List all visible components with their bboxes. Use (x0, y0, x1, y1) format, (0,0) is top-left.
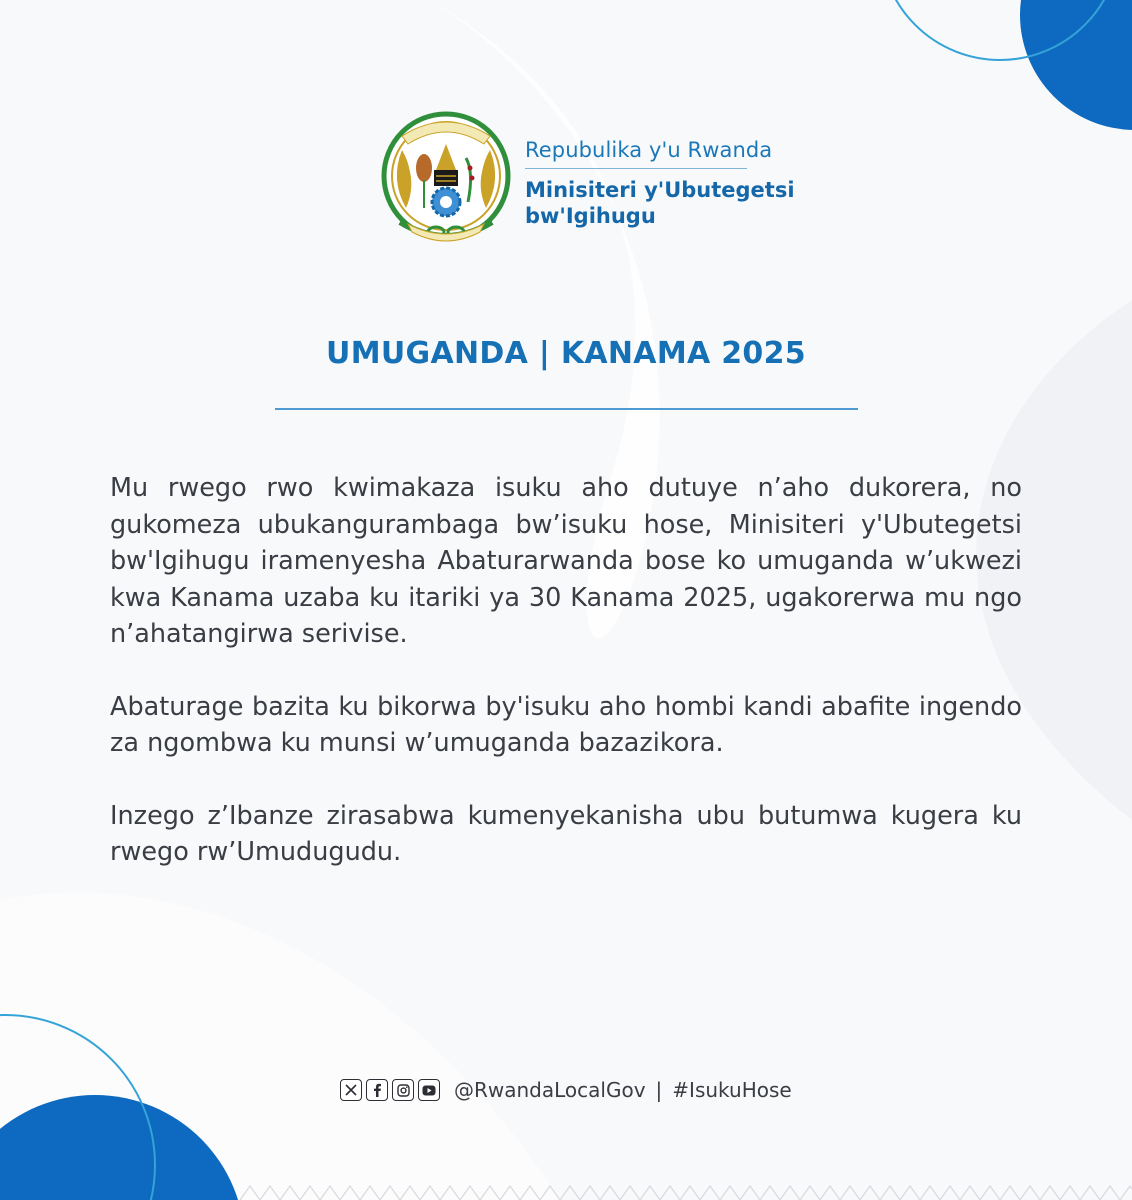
social-handle[interactable]: @RwandaLocalGov (454, 1078, 646, 1102)
footer-separator: | (655, 1078, 663, 1102)
announcement-title: UMUGANDA | KANAMA 2025 (326, 336, 806, 371)
title-divider (275, 408, 858, 410)
body-paragraph-1: Mu rwego rwo kwimakaza isuku aho dutuye n’aho dukorera, no gukomeza ubukangurambaga bw’isuku hose, Minisiteri y'Ubutegetsi bw'Igihugu iramenyesha Abaturarwanda bose ko umuganda w’ukwezi kwa Kanama uzaba ku itariki ya 30 Kanama 2025, ugakorerwa mu ngo n’ahatangirwa serivise. (110, 473, 1022, 649)
x-icon[interactable] (340, 1079, 362, 1101)
rwanda-coat-of-arms-emblem (380, 110, 512, 252)
ministry-name-line-1: Minisiteri y'Ubutegetsi (525, 178, 795, 202)
header-divider (525, 168, 747, 169)
ministry-header (380, 110, 800, 260)
ministry-name-line-2: bw'Igihugu (525, 204, 656, 228)
ministry-name-block (525, 138, 795, 229)
facebook-icon[interactable] (366, 1079, 388, 1101)
body-paragraph-3: Inzego z’Ibanze zirasabwa kumenyekanisha ubu butumwa kugera ku rwego rw’Umudugudu. (110, 800, 1022, 867)
hashtag[interactable]: #IsukuHose (672, 1078, 792, 1102)
body-paragraph-2: Abaturage bazita ku bikorwa by'isuku aho hombi kandi abafite ingendo za ngombwa ku munsi w’umuganda bazazikora. (110, 691, 1022, 758)
social-footer (340, 1076, 792, 1104)
instagram-icon[interactable] (392, 1079, 414, 1101)
country-name: Repubulika y'u Rwanda (525, 138, 773, 162)
youtube-icon[interactable] (418, 1079, 440, 1101)
corner-circle-filled-top (1020, 0, 1132, 130)
announcement-body (110, 470, 1022, 907)
